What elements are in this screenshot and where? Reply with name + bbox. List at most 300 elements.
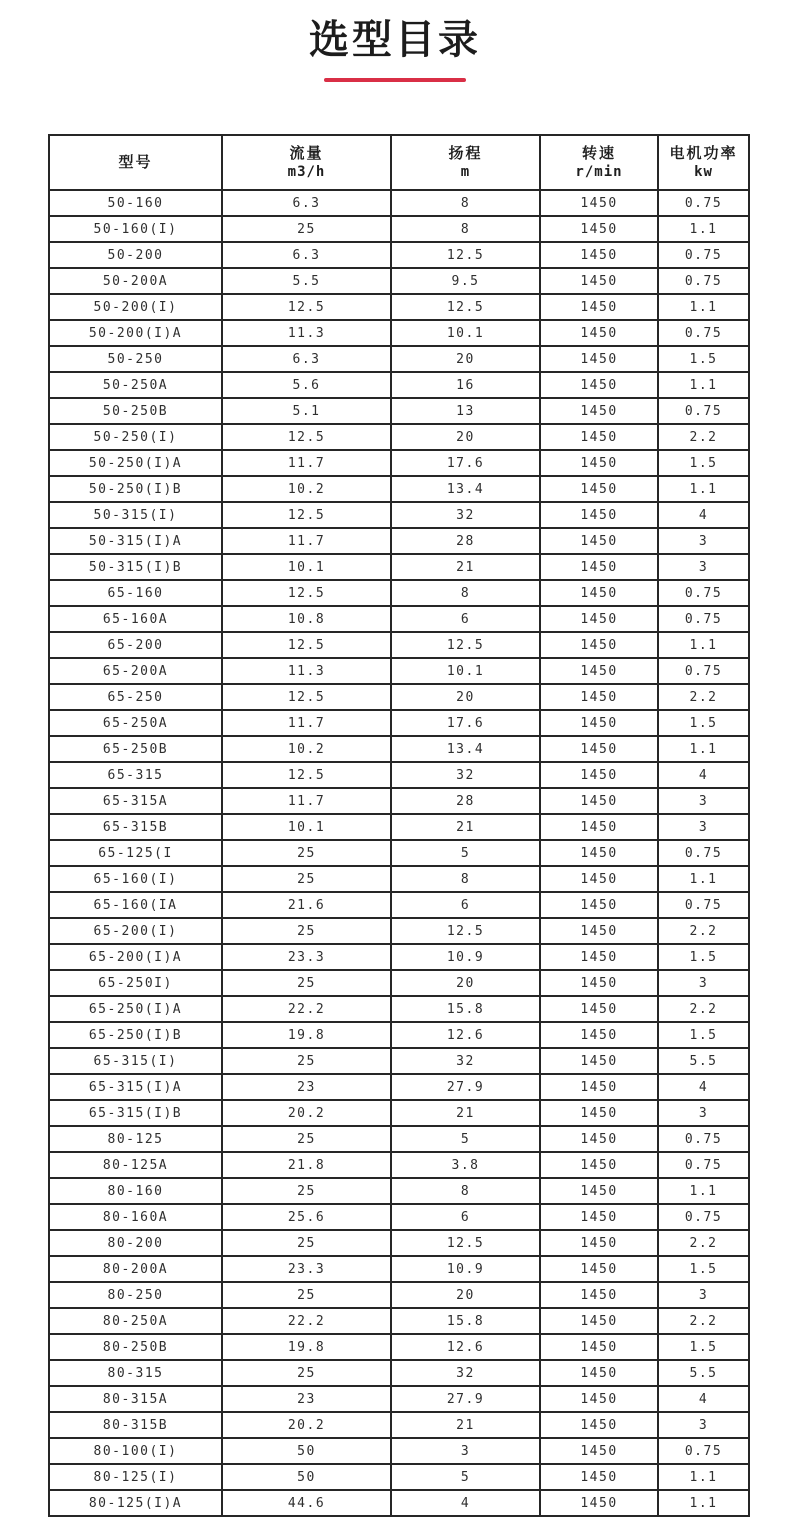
cell-flow: 10.2 (222, 736, 391, 762)
table-row (49, 1100, 749, 1126)
cell-head: 8 (391, 1178, 540, 1204)
table-row (49, 554, 749, 580)
cell-power: 0.75 (658, 1126, 749, 1152)
cell-flow: 12.5 (222, 762, 391, 788)
cell-head: 27.9 (391, 1074, 540, 1100)
cell-head: 20 (391, 1282, 540, 1308)
cell-flow: 10.1 (222, 554, 391, 580)
cell-head: 12.5 (391, 242, 540, 268)
cell-flow: 50 (222, 1438, 391, 1464)
column-header-head (391, 135, 540, 190)
cell-model: 80-125(I) (49, 1464, 222, 1490)
cell-flow: 5.6 (222, 372, 391, 398)
cell-head: 21 (391, 1412, 540, 1438)
cell-model: 65-315(I) (49, 1048, 222, 1074)
table-row (49, 710, 749, 736)
cell-power: 5.5 (658, 1048, 749, 1074)
cell-model: 80-160A (49, 1204, 222, 1230)
cell-model: 65-315A (49, 788, 222, 814)
cell-model: 80-125A (49, 1152, 222, 1178)
cell-flow: 10.8 (222, 606, 391, 632)
cell-flow: 23.3 (222, 1256, 391, 1282)
cell-flow: 11.7 (222, 710, 391, 736)
cell-head: 12.6 (391, 1334, 540, 1360)
cell-power: 3 (658, 970, 749, 996)
cell-head: 5 (391, 1464, 540, 1490)
cell-model: 50-250B (49, 398, 222, 424)
column-unit: m3/h (287, 164, 326, 181)
cell-head: 8 (391, 580, 540, 606)
cell-model: 80-250A (49, 1308, 222, 1334)
cell-power: 1.1 (658, 476, 749, 502)
cell-model: 65-125(I (49, 840, 222, 866)
cell-speed: 1450 (540, 528, 658, 554)
cell-flow: 12.5 (222, 684, 391, 710)
table-row (49, 658, 749, 684)
table-row (49, 1048, 749, 1074)
cell-head: 12.5 (391, 294, 540, 320)
cell-speed: 1450 (540, 996, 658, 1022)
column-header-speed (540, 135, 658, 190)
table-row (49, 268, 749, 294)
cell-head: 8 (391, 866, 540, 892)
table-row (49, 1386, 749, 1412)
cell-head: 20 (391, 684, 540, 710)
cell-head: 20 (391, 346, 540, 372)
cell-model: 65-160 (49, 580, 222, 606)
cell-speed: 1450 (540, 632, 658, 658)
cell-head: 17.6 (391, 450, 540, 476)
cell-speed: 1450 (540, 762, 658, 788)
table-row (49, 606, 749, 632)
cell-power: 0.75 (658, 1204, 749, 1230)
cell-model: 50-315(I)B (49, 554, 222, 580)
cell-power: 1.1 (658, 736, 749, 762)
cell-speed: 1450 (540, 372, 658, 398)
cell-head: 6 (391, 892, 540, 918)
table-row (49, 1204, 749, 1230)
cell-power: 0.75 (658, 242, 749, 268)
cell-flow: 23 (222, 1074, 391, 1100)
cell-flow: 6.3 (222, 346, 391, 372)
cell-power: 1.1 (658, 1490, 749, 1516)
cell-speed: 1450 (540, 892, 658, 918)
cell-power: 3 (658, 814, 749, 840)
cell-head: 15.8 (391, 996, 540, 1022)
catalog-table-header (49, 135, 749, 190)
column-unit: m (460, 164, 471, 181)
column-unit: kw (694, 164, 713, 181)
cell-flow: 25 (222, 840, 391, 866)
cell-flow: 25 (222, 1282, 391, 1308)
table-row (49, 996, 749, 1022)
cell-head: 15.8 (391, 1308, 540, 1334)
cell-power: 1.5 (658, 450, 749, 476)
cell-head: 13.4 (391, 736, 540, 762)
cell-model: 50-315(I)A (49, 528, 222, 554)
cell-power: 0.75 (658, 1152, 749, 1178)
cell-flow: 22.2 (222, 996, 391, 1022)
cell-head: 32 (391, 1048, 540, 1074)
cell-flow: 19.8 (222, 1334, 391, 1360)
cell-head: 21 (391, 554, 540, 580)
cell-power: 1.1 (658, 1178, 749, 1204)
cell-model: 65-160(IA (49, 892, 222, 918)
cell-flow: 23.3 (222, 944, 391, 970)
cell-power: 3 (658, 1412, 749, 1438)
cell-power: 0.75 (658, 190, 749, 216)
cell-model: 50-250(I)B (49, 476, 222, 502)
cell-model: 80-315B (49, 1412, 222, 1438)
column-label: 转速 (581, 143, 616, 162)
cell-model: 50-250(I)A (49, 450, 222, 476)
cell-power: 1.5 (658, 1022, 749, 1048)
cell-speed: 1450 (540, 1230, 658, 1256)
cell-power: 0.75 (658, 320, 749, 346)
cell-model: 80-250 (49, 1282, 222, 1308)
cell-power: 0.75 (658, 1438, 749, 1464)
cell-speed: 1450 (540, 684, 658, 710)
cell-model: 50-160 (49, 190, 222, 216)
cell-model: 65-250I) (49, 970, 222, 996)
cell-head: 32 (391, 762, 540, 788)
table-row (49, 684, 749, 710)
cell-model: 65-250 (49, 684, 222, 710)
cell-power: 0.75 (658, 892, 749, 918)
table-row (49, 372, 749, 398)
cell-head: 12.5 (391, 632, 540, 658)
cell-model: 65-200 (49, 632, 222, 658)
cell-speed: 1450 (540, 736, 658, 762)
cell-speed: 1450 (540, 788, 658, 814)
table-row (49, 1178, 749, 1204)
table-row (49, 1490, 749, 1516)
cell-head: 8 (391, 216, 540, 242)
cell-model: 65-315 (49, 762, 222, 788)
column-label: 型号 (118, 153, 153, 172)
cell-model: 65-250B (49, 736, 222, 762)
table-row (49, 346, 749, 372)
cell-speed: 1450 (540, 1178, 658, 1204)
cell-flow: 11.7 (222, 528, 391, 554)
cell-power: 1.5 (658, 944, 749, 970)
cell-head: 32 (391, 1360, 540, 1386)
table-row (49, 528, 749, 554)
cell-power: 4 (658, 502, 749, 528)
cell-model: 80-160 (49, 1178, 222, 1204)
table-row (49, 242, 749, 268)
table-row (49, 736, 749, 762)
cell-flow: 6.3 (222, 242, 391, 268)
cell-power: 0.75 (658, 580, 749, 606)
cell-power: 1.1 (658, 632, 749, 658)
selection-catalog-table (48, 134, 750, 1517)
cell-flow: 25 (222, 1178, 391, 1204)
cell-flow: 12.5 (222, 294, 391, 320)
cell-flow: 21.8 (222, 1152, 391, 1178)
title-divider-line (324, 78, 466, 82)
cell-flow: 25 (222, 1048, 391, 1074)
cell-speed: 1450 (540, 710, 658, 736)
table-row (49, 1282, 749, 1308)
cell-model: 65-160A (49, 606, 222, 632)
cell-power: 0.75 (658, 268, 749, 294)
column-header-power (658, 135, 749, 190)
table-row (49, 1022, 749, 1048)
cell-speed: 1450 (540, 918, 658, 944)
cell-head: 16 (391, 372, 540, 398)
cell-model: 65-200A (49, 658, 222, 684)
cell-speed: 1450 (540, 866, 658, 892)
column-unit: r/min (575, 164, 623, 181)
cell-speed: 1450 (540, 320, 658, 346)
table-row (49, 1308, 749, 1334)
cell-model: 80-125 (49, 1126, 222, 1152)
table-row (49, 918, 749, 944)
column-header-model (49, 135, 222, 190)
table-row (49, 1334, 749, 1360)
cell-speed: 1450 (540, 450, 658, 476)
cell-power: 2.2 (658, 918, 749, 944)
cell-flow: 25 (222, 1126, 391, 1152)
table-row (49, 892, 749, 918)
cell-speed: 1450 (540, 1204, 658, 1230)
cell-model: 50-200(I)A (49, 320, 222, 346)
cell-speed: 1450 (540, 1412, 658, 1438)
cell-flow: 50 (222, 1464, 391, 1490)
cell-flow: 12.5 (222, 580, 391, 606)
cell-model: 80-315A (49, 1386, 222, 1412)
table-row (49, 788, 749, 814)
cell-flow: 23 (222, 1386, 391, 1412)
cell-head: 28 (391, 788, 540, 814)
cell-power: 4 (658, 1386, 749, 1412)
cell-speed: 1450 (540, 502, 658, 528)
cell-head: 9.5 (391, 268, 540, 294)
cell-head: 5 (391, 840, 540, 866)
cell-flow: 11.7 (222, 450, 391, 476)
cell-flow: 19.8 (222, 1022, 391, 1048)
cell-flow: 25.6 (222, 1204, 391, 1230)
cell-flow: 12.5 (222, 424, 391, 450)
cell-model: 50-250 (49, 346, 222, 372)
cell-power: 2.2 (658, 996, 749, 1022)
cell-speed: 1450 (540, 580, 658, 606)
cell-flow: 5.1 (222, 398, 391, 424)
cell-head: 3 (391, 1438, 540, 1464)
cell-model: 50-250A (49, 372, 222, 398)
table-row (49, 944, 749, 970)
cell-power: 4 (658, 1074, 749, 1100)
cell-speed: 1450 (540, 1282, 658, 1308)
cell-speed: 1450 (540, 1386, 658, 1412)
cell-head: 10.1 (391, 320, 540, 346)
cell-head: 12.5 (391, 918, 540, 944)
table-row (49, 502, 749, 528)
cell-power: 2.2 (658, 1308, 749, 1334)
cell-speed: 1450 (540, 658, 658, 684)
table-row (49, 450, 749, 476)
cell-flow: 25 (222, 216, 391, 242)
cell-model: 65-250A (49, 710, 222, 736)
cell-speed: 1450 (540, 242, 658, 268)
cell-power: 1.1 (658, 216, 749, 242)
cell-model: 80-200 (49, 1230, 222, 1256)
cell-speed: 1450 (540, 1074, 658, 1100)
cell-head: 10.1 (391, 658, 540, 684)
cell-power: 1.5 (658, 1334, 749, 1360)
cell-head: 10.9 (391, 944, 540, 970)
table-row (49, 320, 749, 346)
cell-power: 0.75 (658, 658, 749, 684)
cell-flow: 10.1 (222, 814, 391, 840)
cell-power: 3 (658, 1282, 749, 1308)
cell-speed: 1450 (540, 1126, 658, 1152)
cell-flow: 20.2 (222, 1412, 391, 1438)
header-row (49, 135, 749, 190)
cell-model: 65-160(I) (49, 866, 222, 892)
cell-power: 1.1 (658, 372, 749, 398)
cell-head: 12.5 (391, 1230, 540, 1256)
cell-power: 0.75 (658, 606, 749, 632)
catalog-table-body (49, 190, 749, 1516)
table-row (49, 190, 749, 216)
cell-power: 1.5 (658, 710, 749, 736)
cell-model: 65-315(I)B (49, 1100, 222, 1126)
cell-flow: 11.3 (222, 320, 391, 346)
cell-speed: 1450 (540, 1308, 658, 1334)
table-row (49, 1438, 749, 1464)
cell-head: 4 (391, 1490, 540, 1516)
cell-head: 8 (391, 190, 540, 216)
column-header-flow (222, 135, 391, 190)
cell-speed: 1450 (540, 1152, 658, 1178)
cell-flow: 25 (222, 1230, 391, 1256)
cell-head: 13.4 (391, 476, 540, 502)
cell-speed: 1450 (540, 1490, 658, 1516)
cell-speed: 1450 (540, 1256, 658, 1282)
cell-flow: 21.6 (222, 892, 391, 918)
cell-head: 21 (391, 814, 540, 840)
cell-head: 13 (391, 398, 540, 424)
cell-head: 20 (391, 424, 540, 450)
cell-flow: 44.6 (222, 1490, 391, 1516)
cell-speed: 1450 (540, 424, 658, 450)
table-row (49, 424, 749, 450)
cell-head: 27.9 (391, 1386, 540, 1412)
cell-flow: 12.5 (222, 632, 391, 658)
cell-flow: 10.2 (222, 476, 391, 502)
table-row (49, 1256, 749, 1282)
cell-speed: 1450 (540, 476, 658, 502)
cell-power: 5.5 (658, 1360, 749, 1386)
cell-speed: 1450 (540, 346, 658, 372)
cell-power: 1.1 (658, 294, 749, 320)
table-row (49, 632, 749, 658)
cell-flow: 5.5 (222, 268, 391, 294)
cell-model: 80-250B (49, 1334, 222, 1360)
cell-flow: 12.5 (222, 502, 391, 528)
cell-flow: 20.2 (222, 1100, 391, 1126)
table-row (49, 814, 749, 840)
cell-flow: 25 (222, 866, 391, 892)
cell-head: 5 (391, 1126, 540, 1152)
table-row (49, 1360, 749, 1386)
cell-speed: 1450 (540, 970, 658, 996)
cell-model: 80-100(I) (49, 1438, 222, 1464)
cell-head: 12.6 (391, 1022, 540, 1048)
cell-flow: 25 (222, 918, 391, 944)
cell-head: 17.6 (391, 710, 540, 736)
cell-head: 20 (391, 970, 540, 996)
cell-model: 65-200(I) (49, 918, 222, 944)
cell-speed: 1450 (540, 840, 658, 866)
table-row (49, 1152, 749, 1178)
table-row (49, 762, 749, 788)
table-row (49, 840, 749, 866)
table-row (49, 970, 749, 996)
cell-power: 1.5 (658, 346, 749, 372)
cell-speed: 1450 (540, 1464, 658, 1490)
cell-power: 1.1 (658, 1464, 749, 1490)
cell-power: 1.5 (658, 1256, 749, 1282)
cell-head: 21 (391, 1100, 540, 1126)
cell-speed: 1450 (540, 944, 658, 970)
cell-speed: 1450 (540, 606, 658, 632)
cell-model: 80-315 (49, 1360, 222, 1386)
cell-power: 2.2 (658, 1230, 749, 1256)
cell-power: 1.1 (658, 866, 749, 892)
table-row (49, 216, 749, 242)
cell-model: 50-200(I) (49, 294, 222, 320)
table-row (49, 580, 749, 606)
cell-speed: 1450 (540, 398, 658, 424)
cell-power: 3 (658, 788, 749, 814)
cell-speed: 1450 (540, 294, 658, 320)
cell-model: 65-315B (49, 814, 222, 840)
cell-speed: 1450 (540, 190, 658, 216)
cell-model: 50-200A (49, 268, 222, 294)
cell-speed: 1450 (540, 1360, 658, 1386)
cell-power: 0.75 (658, 840, 749, 866)
cell-head: 10.9 (391, 1256, 540, 1282)
cell-power: 2.2 (658, 684, 749, 710)
cell-speed: 1450 (540, 1048, 658, 1074)
cell-model: 50-200 (49, 242, 222, 268)
table-row (49, 866, 749, 892)
table-row (49, 1074, 749, 1100)
cell-model: 65-250(I)A (49, 996, 222, 1022)
column-label: 扬程 (448, 143, 483, 162)
column-label: 流量 (289, 143, 324, 162)
cell-power: 3 (658, 1100, 749, 1126)
cell-power: 2.2 (658, 424, 749, 450)
cell-model: 50-160(I) (49, 216, 222, 242)
cell-speed: 1450 (540, 216, 658, 242)
cell-power: 0.75 (658, 398, 749, 424)
cell-flow: 22.2 (222, 1308, 391, 1334)
cell-speed: 1450 (540, 1100, 658, 1126)
cell-model: 80-125(I)A (49, 1490, 222, 1516)
cell-speed: 1450 (540, 268, 658, 294)
table-row (49, 1230, 749, 1256)
cell-flow: 11.3 (222, 658, 391, 684)
cell-flow: 25 (222, 1360, 391, 1386)
cell-model: 65-250(I)B (49, 1022, 222, 1048)
cell-head: 28 (391, 528, 540, 554)
table-row (49, 294, 749, 320)
column-label: 电机功率 (669, 143, 738, 162)
